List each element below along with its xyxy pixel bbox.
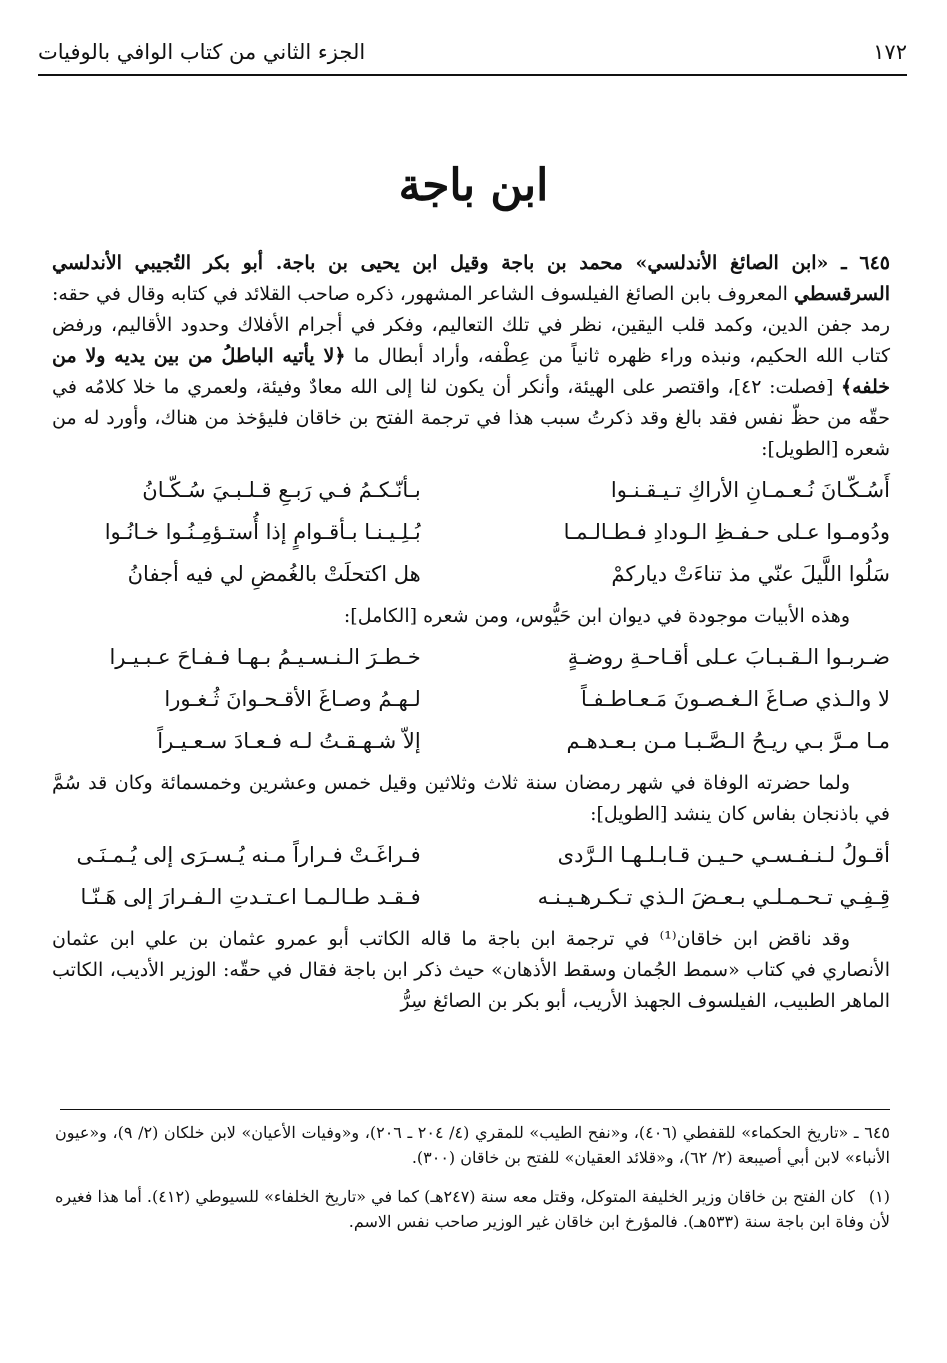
running-title: الجزء الثاني من كتاب الوافي بالوفيات: [38, 40, 366, 64]
verse-line: [52, 511, 890, 553]
first-hemistich: قِـفِـي تـحـمـلـي بـعـضَ الـذي تـكـرهـيـنـه: [537, 884, 890, 909]
footnote-1: [55, 1184, 890, 1234]
first-hemistich: أَسُـكّـانَ نُـعـمـانِ الأراكِ تـيـقـنـوا: [610, 477, 890, 502]
second-hemistich: بـأنّـكـمُ فـي رَبـعِ قـلـبـيَ سُـكّـانُ: [142, 477, 421, 502]
second-hemistich: فـراغَـتْ فـراراً مـنه يُـسـرَى إلى يُـمـنَـى: [76, 842, 421, 867]
second-hemistich: إلاّ شـهـقـتُ لـه فـعـادَ سـعـيـراً: [157, 728, 421, 753]
first-hemistich: لا والـذي صـاغَ الـغـصـونَ مَـعـاطـفـاً: [580, 686, 890, 711]
main-text: [52, 248, 890, 1017]
verse-line: [52, 876, 890, 918]
running-header: [38, 34, 907, 70]
source-footnote: ٦٤٥ ـ «تاريخ الحكماء» للقفطي (٤٠٦)، و«نفح الطيب» للمقري (٤/ ٢٠٤ ـ ٢٠٦)، و«وفيات الأعيان» لابن خلكان (٢/ ٩)، و«عيون الأنباء» لابن أبي أصيبعة (٢/ ٦٢)، و«قلائد العقيان» للفتح بن خاقان (٣٠٠).: [55, 1123, 890, 1167]
verse-line: [52, 636, 890, 678]
footnote-rule: [60, 1109, 890, 1110]
verse-line: [52, 678, 890, 720]
poem-kamil: [52, 636, 890, 762]
verse-line: [52, 834, 890, 876]
entry-heading: ٦٤٥ ـ «ابن الصائغ الأندلسي» محمد بن باجة وقيل ابن يحيى بن باجة. أبو بكر التُجيبي الأندلسي السرقسطي: [52, 252, 890, 305]
transition-paragraph: وهذه الأبيات موجودة في ديوان ابن حَيُّوس، ومن شعره [الكامل]:: [343, 605, 850, 627]
death-paragraph: ولما حضرته الوفاة في شهر رمضان سنة ثلاث وثلاثين وقيل خمس وعشرين وخمسمائة وكان قد سُمَّ في باذنجان بفاس كان ينشد [الطويل]:: [52, 772, 890, 825]
poem-tawil-2: [52, 834, 890, 918]
first-hemistich: ودُومـوا عـلى حـفـظِ الـودادِ فـطـالـمـا: [563, 519, 890, 544]
page-number: ١٧٢: [873, 40, 907, 64]
first-hemistich: أقـولُ لـنـفـسـي حـيـن قـابـلـهـا الـرَّدى: [557, 842, 890, 867]
footnote-1-text: كان الفتح بن خاقان وزير الخليفة المتوكل، وقتل معه سنة (٢٤٧هـ) كما في «تاريخ الخلفاء» للسيوطي (٤١٢). أما هذا فغيره لأن وفاة ابن باجة سنة (٥٣٣هـ). فالمؤرخ ابن خاقان غير الوزير صاحب نفس الاسم.: [55, 1187, 890, 1231]
first-hemistich: ضـربـوا الـقـبـابَ عـلى أقـاحـةِ روضـةٍ: [567, 644, 890, 669]
chapter-title: ابن باجة: [398, 160, 549, 211]
footnotes: [55, 1120, 890, 1248]
verse-line: [52, 469, 890, 511]
entry-text-2: [فصلت: ٤٢]، واقتصر على الهيئة، وأنكر أن يكون لنا إلى الله معادٌ وفيئة، ولعمري ما خلا كلامُه في حقّه من حظّ نفس فقد بالغ وقد ذكرتُ سبب هذا في ترجمة الفتح بن خاقان فليؤخذ من هناك، وأورد له من شعره [الطويل]:: [52, 376, 890, 460]
closing-paragraph: وقد ناقض ابن خاقان⁽¹⁾ في ترجمة ابن باجة ما قاله الكاتب أبو عمرو عثمان بن علي ابن عثمان الأنصاري في كتاب «سمط الجُمان وسقط الأذهان» حيث ذكر ابن باجة فقال في حقّه: الوزير الأديب، الكاتب الماهر الطبيب، الفيلسوف الجهبذ الأريب، أبو بكر بن الصائغ سِرُّ: [52, 928, 890, 1012]
first-hemistich: مـا مـرَّ بـي ريـحُ الـصَّـبـا مـن بـعـدهـم: [566, 728, 890, 753]
second-hemistich: لـهـمُ وصـاغَ الأقـحـوانَ ثُـغـورا: [164, 686, 421, 711]
verse-line: [52, 720, 890, 762]
second-hemistich: خـطـرَ الـنـسـيـمُ بـهـا فـفـاحَ عـبـيـرا: [109, 644, 421, 669]
first-hemistich: سَلُوا اللَّيلَ عنّي مذ تناءَتْ دياركمْ: [611, 561, 890, 586]
footnote-marker: (١): [868, 1187, 891, 1206]
entry-paragraph: [52, 248, 890, 465]
second-hemistich: بُـلِـيـنـا بـأقـوامٍ إذا أُستـؤمِـنُـوا خـانُـوا: [104, 519, 421, 544]
second-hemistich: فـقـد طـالـمـا اعـتـدتِ الـفـرارَ إلى هَـنّـا: [80, 884, 421, 909]
entry-text-1: المعروف بابن الصائغ الفيلسوف الشاعر المشهور، ذكره صاحب القلائد في كتابه وقال في حقه: رمد جفن الدين، وكمد قلب اليقين، نظر في تلك التعاليم، وفكر في أجرام الأفلاك وحدود الأقاليم، ورفض كتاب الله الحكيم، ونبذه وراء ظهره ثانياً من عِطْفه، وأراد أبطال ما: [52, 283, 891, 367]
verse-line: [52, 553, 890, 595]
poem-tawil-1: [52, 469, 890, 595]
header-rule: [38, 74, 907, 76]
second-hemistich: هل اكتحلَتْ بالغُمضِ لي فيه أجفانُ: [127, 561, 421, 586]
quran-quote: ﴿لا يأتيه الباطلُ من بين يديه ولا من خلفه﴾: [52, 345, 891, 398]
